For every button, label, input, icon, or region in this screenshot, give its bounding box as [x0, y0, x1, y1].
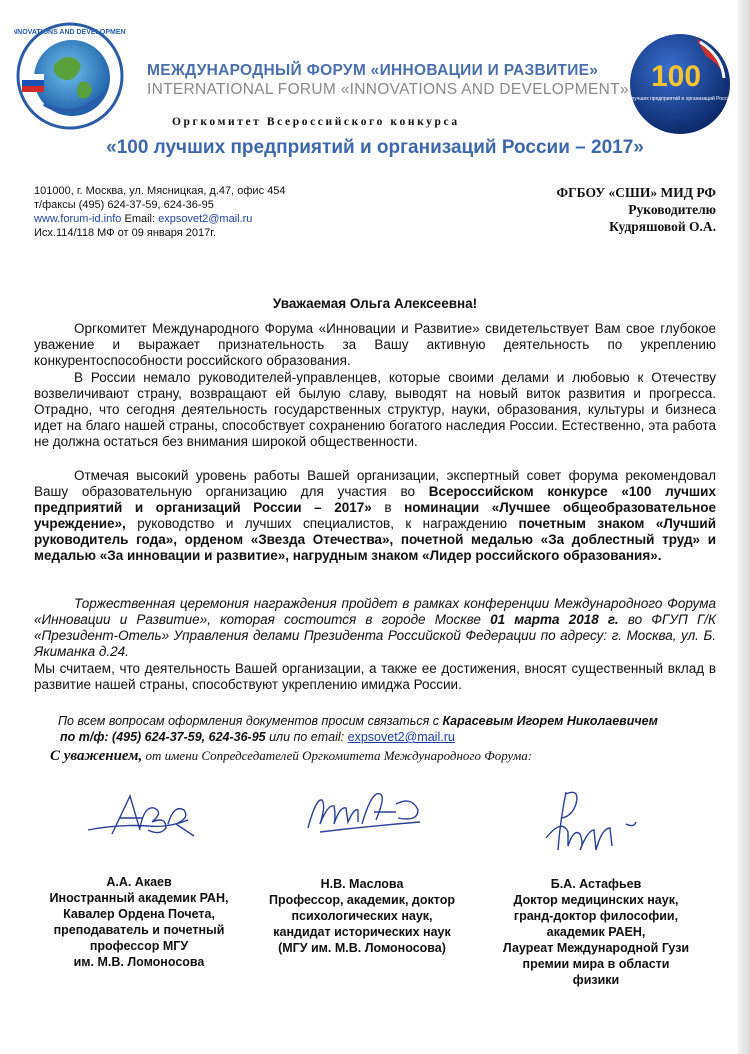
- forum-title-ru: МЕЖДУНАРОДНЫЙ ФОРУМ «ИННОВАЦИИ И РАЗВИТИЕ»: [147, 62, 599, 79]
- address-line: 101000, г. Москва, ул. Мясницкая, д.47, офис 454: [34, 185, 286, 197]
- svg-text:INNOVATIONS AND DEVELOPMENT: INNOVATIONS AND DEVELOPMENT: [14, 29, 126, 36]
- signatory-akaev: А.А. Акаев Иностранный академик РАН, Кавалер Ордена Почета, преподаватель и почетный профессор МГУ им. М.В. Ломоносова: [30, 874, 248, 970]
- contact-line-1: По всем вопросам оформления документов просим связаться с Карасевым Игорем Николаевичем: [58, 714, 658, 728]
- forum-globe-logo: [14, 20, 126, 132]
- paragraph-5: Мы считаем, что деятельность Вашей организации, а также ее достижения, вносят существенный вклад в развитие нашей страны, способствуют укреплению имиджа России.: [34, 661, 716, 692]
- website-link[interactable]: www.forum-id.info: [34, 213, 122, 225]
- recipient-name: Кудряшовой О.А.: [609, 219, 716, 234]
- signatory-astafiev: Б.А. Астафьев Доктор медицинских наук, гранд-доктор философии, академик РАЕН, Лауреат Международной Гузи премии мира в области физики: [480, 876, 712, 988]
- outgoing-number: Исх.114/118 МФ от 09 января 2017г.: [34, 227, 216, 239]
- svg-text:лучших предприятий и организац: лучших предприятий и организаций России: [631, 96, 733, 102]
- contest-title: «100 лучших предприятий и организаций России – 2017»: [106, 137, 644, 158]
- signatory-name: Н.В. Маслова: [320, 877, 404, 891]
- phone-line: т/факсы (495) 624-37-59, 624-36-95: [34, 199, 214, 211]
- top-100-logo: [626, 28, 738, 140]
- forum-title-en: INTERNATIONAL FORUM «INNOVATIONS AND DEVELOPMENT»: [147, 81, 629, 98]
- contact-line-2: по т/ф: (495) 624-37-59, 624-36-95 или по email: expsovet2@mail.ru: [60, 730, 455, 744]
- signature-akaev: [84, 788, 214, 853]
- signatory-maslova: Н.В. Маслова Профессор, академик, доктор психологических наук, кандидат исторических наук (МГУ им. М.В. Ломоносова): [262, 876, 462, 956]
- paragraph-3: Отмечая высокий уровень работы Вашей организации, экспертный совет форума рекомендовал Вашу образовательную организацию для участия во Всероссийском конкурсе «100 лучших предприятий и организаций России – 2017» в номинации «Лучшее общеобразовательное учреждение», руководство и лучших специалистов, к награждению почетным знаком «Лучший руководитель года», орденом «Звезда Отечества», почетной медалью «За доблестный труд» и медалью «За инновации и развитие», нагрудным знаком «Лидер российского образования».: [34, 468, 716, 563]
- sender-address: [34, 184, 285, 240]
- recipient-org: ФГБОУ «СШИ» МИД РФ: [556, 185, 716, 200]
- paragraph-1: Оргкомитет Международного Форума «Инновации и Развитие» свидетельствует Вам свое глубокое уважение и выражает признательность за Вашу активную деятельность по укреплению конкурентоспособности российского образования.: [34, 321, 716, 368]
- signatory-name: А.А. Акаев: [106, 875, 172, 889]
- paragraph-4: Торжественная церемония награждения пройдет в рамках конференции Международного Форума «Инновации и Развитие», которая состоится в городе Москве 01 марта 2018 г. во ФГУП Г/К «Президент-Отель» Управления делами Президента Российской Федерации по адресу: г. Москва, ул. Б. Якиманка д.24.: [34, 596, 716, 659]
- signatory-name: Б.А. Астафьев: [550, 877, 642, 891]
- web-email-line: [34, 212, 285, 226]
- email-label: Email:: [124, 213, 156, 225]
- svg-text:100: 100: [650, 60, 702, 93]
- contact-info: [58, 713, 718, 745]
- contact-email-link[interactable]: expsovet2@mail.ru: [347, 730, 455, 744]
- signature-maslova: [298, 784, 438, 845]
- salutation: Уважаемая Ольга Алексеевна!: [272, 296, 478, 311]
- recipient-block: [556, 184, 716, 235]
- paragraph-2: В России немало руководителей-управленцев, которые своими делами и любовью к Отечеству возвеличивают страну, возвращают ей былую славу, выводят на новый виток развития и прогресса. Отрадно, что сегодня деятельность государственных структур, науки, образования, культуры и бизнеса идет на благо нашей страны, способствует сохранению богатого наследия России. Естественно, эта работа не должна остаться без внимания широкой общественности.: [34, 370, 716, 449]
- signature-astafiev: [526, 784, 646, 869]
- orgcommittee-line: Оргкомитет Всероссийского конкурса: [172, 116, 460, 128]
- email-link[interactable]: expsovet2@mail.ru: [158, 213, 253, 225]
- recipient-position: Руководителю: [628, 202, 716, 217]
- regards-line: С уважением, от имени Сопредседателей Оргкомитета Международного Форума:: [50, 748, 533, 764]
